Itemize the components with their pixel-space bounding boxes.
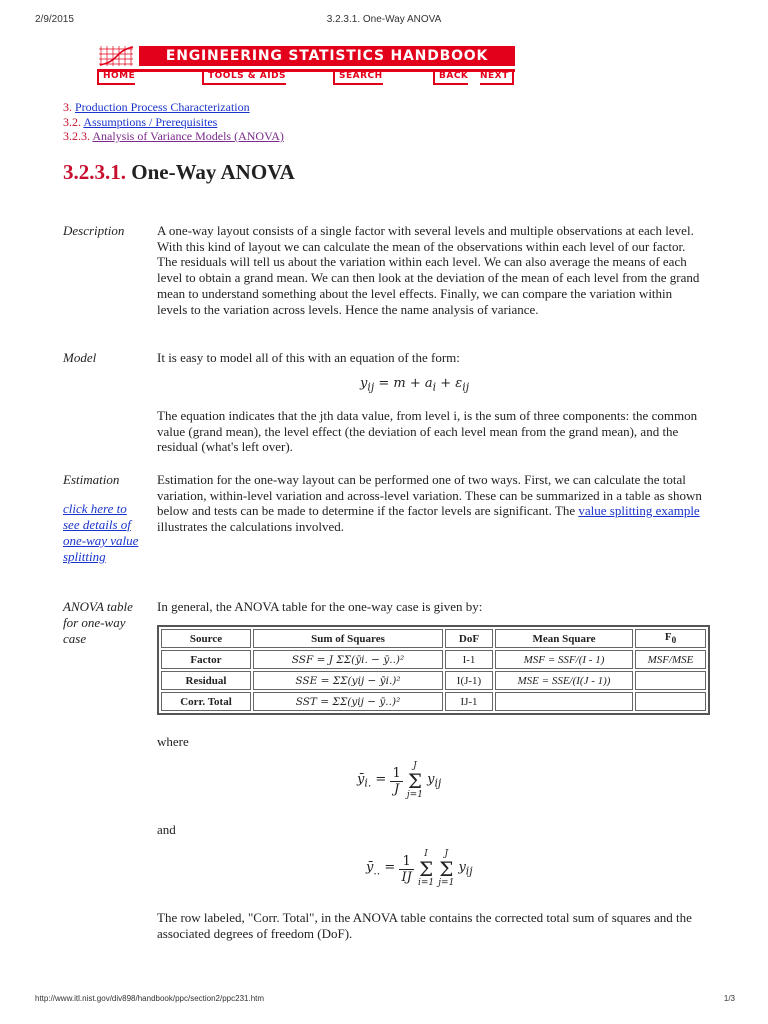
print-title: 3.2.3.1. One-Way ANOVA bbox=[326, 14, 442, 25]
grand-mean-formula: $ȳ_{..}$ = $\frac{1}{IJ}$ I Σ i=1 J Σ j=1 $y_{ij}$ bbox=[366, 849, 473, 888]
anova-table bbox=[157, 625, 710, 715]
table-cell-ms: MSF = SSF/(I - 1) bbox=[495, 650, 633, 669]
breadcrumb-item bbox=[63, 129, 284, 144]
table-header: DoF bbox=[445, 629, 493, 648]
table-cell-f bbox=[635, 671, 706, 690]
table-cell-dof: I-1 bbox=[445, 650, 493, 669]
table-cell-f: MSF/MSE bbox=[635, 650, 706, 669]
value-splitting-example-link[interactable]: value splitting example bbox=[578, 503, 700, 519]
table-cell-dof: IJ-1 bbox=[445, 692, 493, 711]
breadcrumb-number: 3. bbox=[63, 100, 72, 114]
breadcrumb-link-anova[interactable]: Analysis of Variance Models (ANOVA) bbox=[92, 129, 284, 143]
estimation-text-after: illustrates the calculations involved. bbox=[157, 519, 345, 535]
breadcrumb bbox=[63, 100, 284, 144]
page-title-number: 3.2.3.1. bbox=[63, 160, 126, 184]
nist-logo-icon bbox=[97, 44, 135, 68]
anova-table-label: ANOVA table for one-way case bbox=[63, 599, 133, 646]
breadcrumb-number: 3.2. bbox=[63, 114, 81, 129]
model-intro: It is easy to model all of this with an equation of the form: bbox=[157, 350, 460, 365]
table-cell-ms bbox=[495, 692, 633, 711]
table-header: Mean Square bbox=[495, 629, 633, 648]
table-cell-ss: SST = ΣΣ(yij − ȳ..)² bbox=[253, 692, 443, 711]
table-cell-f bbox=[635, 692, 706, 711]
estimation-text bbox=[157, 472, 705, 535]
nav-back-link[interactable]: BACK bbox=[433, 69, 468, 85]
table-header: Source bbox=[161, 629, 251, 648]
table-row bbox=[161, 692, 706, 711]
closing-text: The row labeled, "Corr. Total", in the ANOVA table contains the corrected total sum of squares and the associated degrees of freedom (DoF). bbox=[157, 910, 692, 941]
table-row bbox=[161, 671, 706, 690]
nav-next-link[interactable]: NEXT bbox=[480, 69, 514, 85]
anova-intro: In general, the ANOVA table for the one-way case is given by: bbox=[157, 599, 483, 614]
print-url: http://www.itl.nist.gov/div898/handbook/ppc/section2/ppc231.htm bbox=[35, 994, 265, 1003]
table-cell-dof: I(J-1) bbox=[445, 671, 493, 690]
table-cell-ss: SSE = ΣΣ(yij − ȳi.)² bbox=[253, 671, 443, 690]
print-date: 2/9/2015 bbox=[35, 14, 74, 25]
where-text: where bbox=[157, 734, 189, 749]
table-cell-source: Factor bbox=[161, 650, 251, 669]
table-row bbox=[161, 650, 706, 669]
estimation-text-before: Estimation for the one-way layout can be performed one of two ways. First, we can calculate the total variation, within-level variation and across-level variation. These can be summarized in a table as shown below and tests can be made to determine if the factor levels are significant. The bbox=[157, 472, 702, 519]
breadcrumb-number: 3.2.3. bbox=[63, 129, 90, 143]
breadcrumb-item bbox=[63, 115, 284, 130]
and-text: and bbox=[157, 822, 176, 837]
banner-title-bar bbox=[139, 46, 515, 66]
banner-title: ENGINEERING STATISTICS HANDBOOK bbox=[165, 48, 489, 64]
breadcrumb-link-production-process[interactable]: Production Process Characterization bbox=[75, 100, 250, 114]
nav-tools-link[interactable]: TOOLS & AIDS bbox=[202, 69, 286, 85]
description-label: Description bbox=[63, 223, 125, 238]
model-equation: $y_{ij} = m + a_i + \varepsilon_{ij}$ bbox=[360, 376, 470, 394]
table-cell-source: Corr. Total bbox=[161, 692, 251, 711]
model-explanation: The equation indicates that the jth data value, from level i, is the sum of three components: the common value (grand mean), the level effect (the deviation of each level mean from the grand mean), and the residual (what's left over). bbox=[157, 408, 698, 455]
description-text: A one-way layout consists of a single factor with several levels and multiple observations at each level. With this kind of layout we can calculate the mean of the observations within each level of our factor. The residuals will tell us about the variation within each level. We can also average the means of each level to obtain a grand mean. We can then look at the deviation of the mean of each level from the grand mean to understand something about the level effects. Finally, we can compare the variation within levels to the variation across levels. Hence the name analysis of variance. bbox=[157, 223, 700, 317]
print-page-number: 1/3 bbox=[723, 994, 735, 1003]
table-cell-source: Residual bbox=[161, 671, 251, 690]
nav-search-link[interactable]: SEARCH bbox=[333, 69, 383, 85]
breadcrumb-link-assumptions[interactable]: Assumptions / Prerequisites bbox=[83, 114, 218, 129]
nav-home-link[interactable]: HOME bbox=[97, 69, 135, 85]
table-cell-ms: MSE = SSE/(I(J - 1)) bbox=[495, 671, 633, 690]
breadcrumb-item bbox=[63, 100, 284, 115]
value-splitting-details-link[interactable]: click here to see details of one-way value splitting bbox=[63, 501, 139, 564]
table-header-f0: $F_0$ bbox=[635, 629, 706, 648]
table-header-row bbox=[161, 629, 706, 648]
page-title-text: One-Way ANOVA bbox=[131, 160, 295, 184]
handbook-banner bbox=[97, 44, 517, 84]
table-cell-ss: SSF = J ΣΣ(ȳi. − ȳ..)² bbox=[253, 650, 443, 669]
table-header: Sum of Squares bbox=[253, 629, 443, 648]
level-mean-formula: $ȳ_{i.}$ = $\frac{1}{J}$ J Σ j=1 $y_{ij}$ bbox=[357, 761, 442, 800]
model-label: Model bbox=[63, 350, 97, 365]
page-title bbox=[63, 160, 295, 185]
estimation-label: Estimation bbox=[63, 472, 120, 487]
